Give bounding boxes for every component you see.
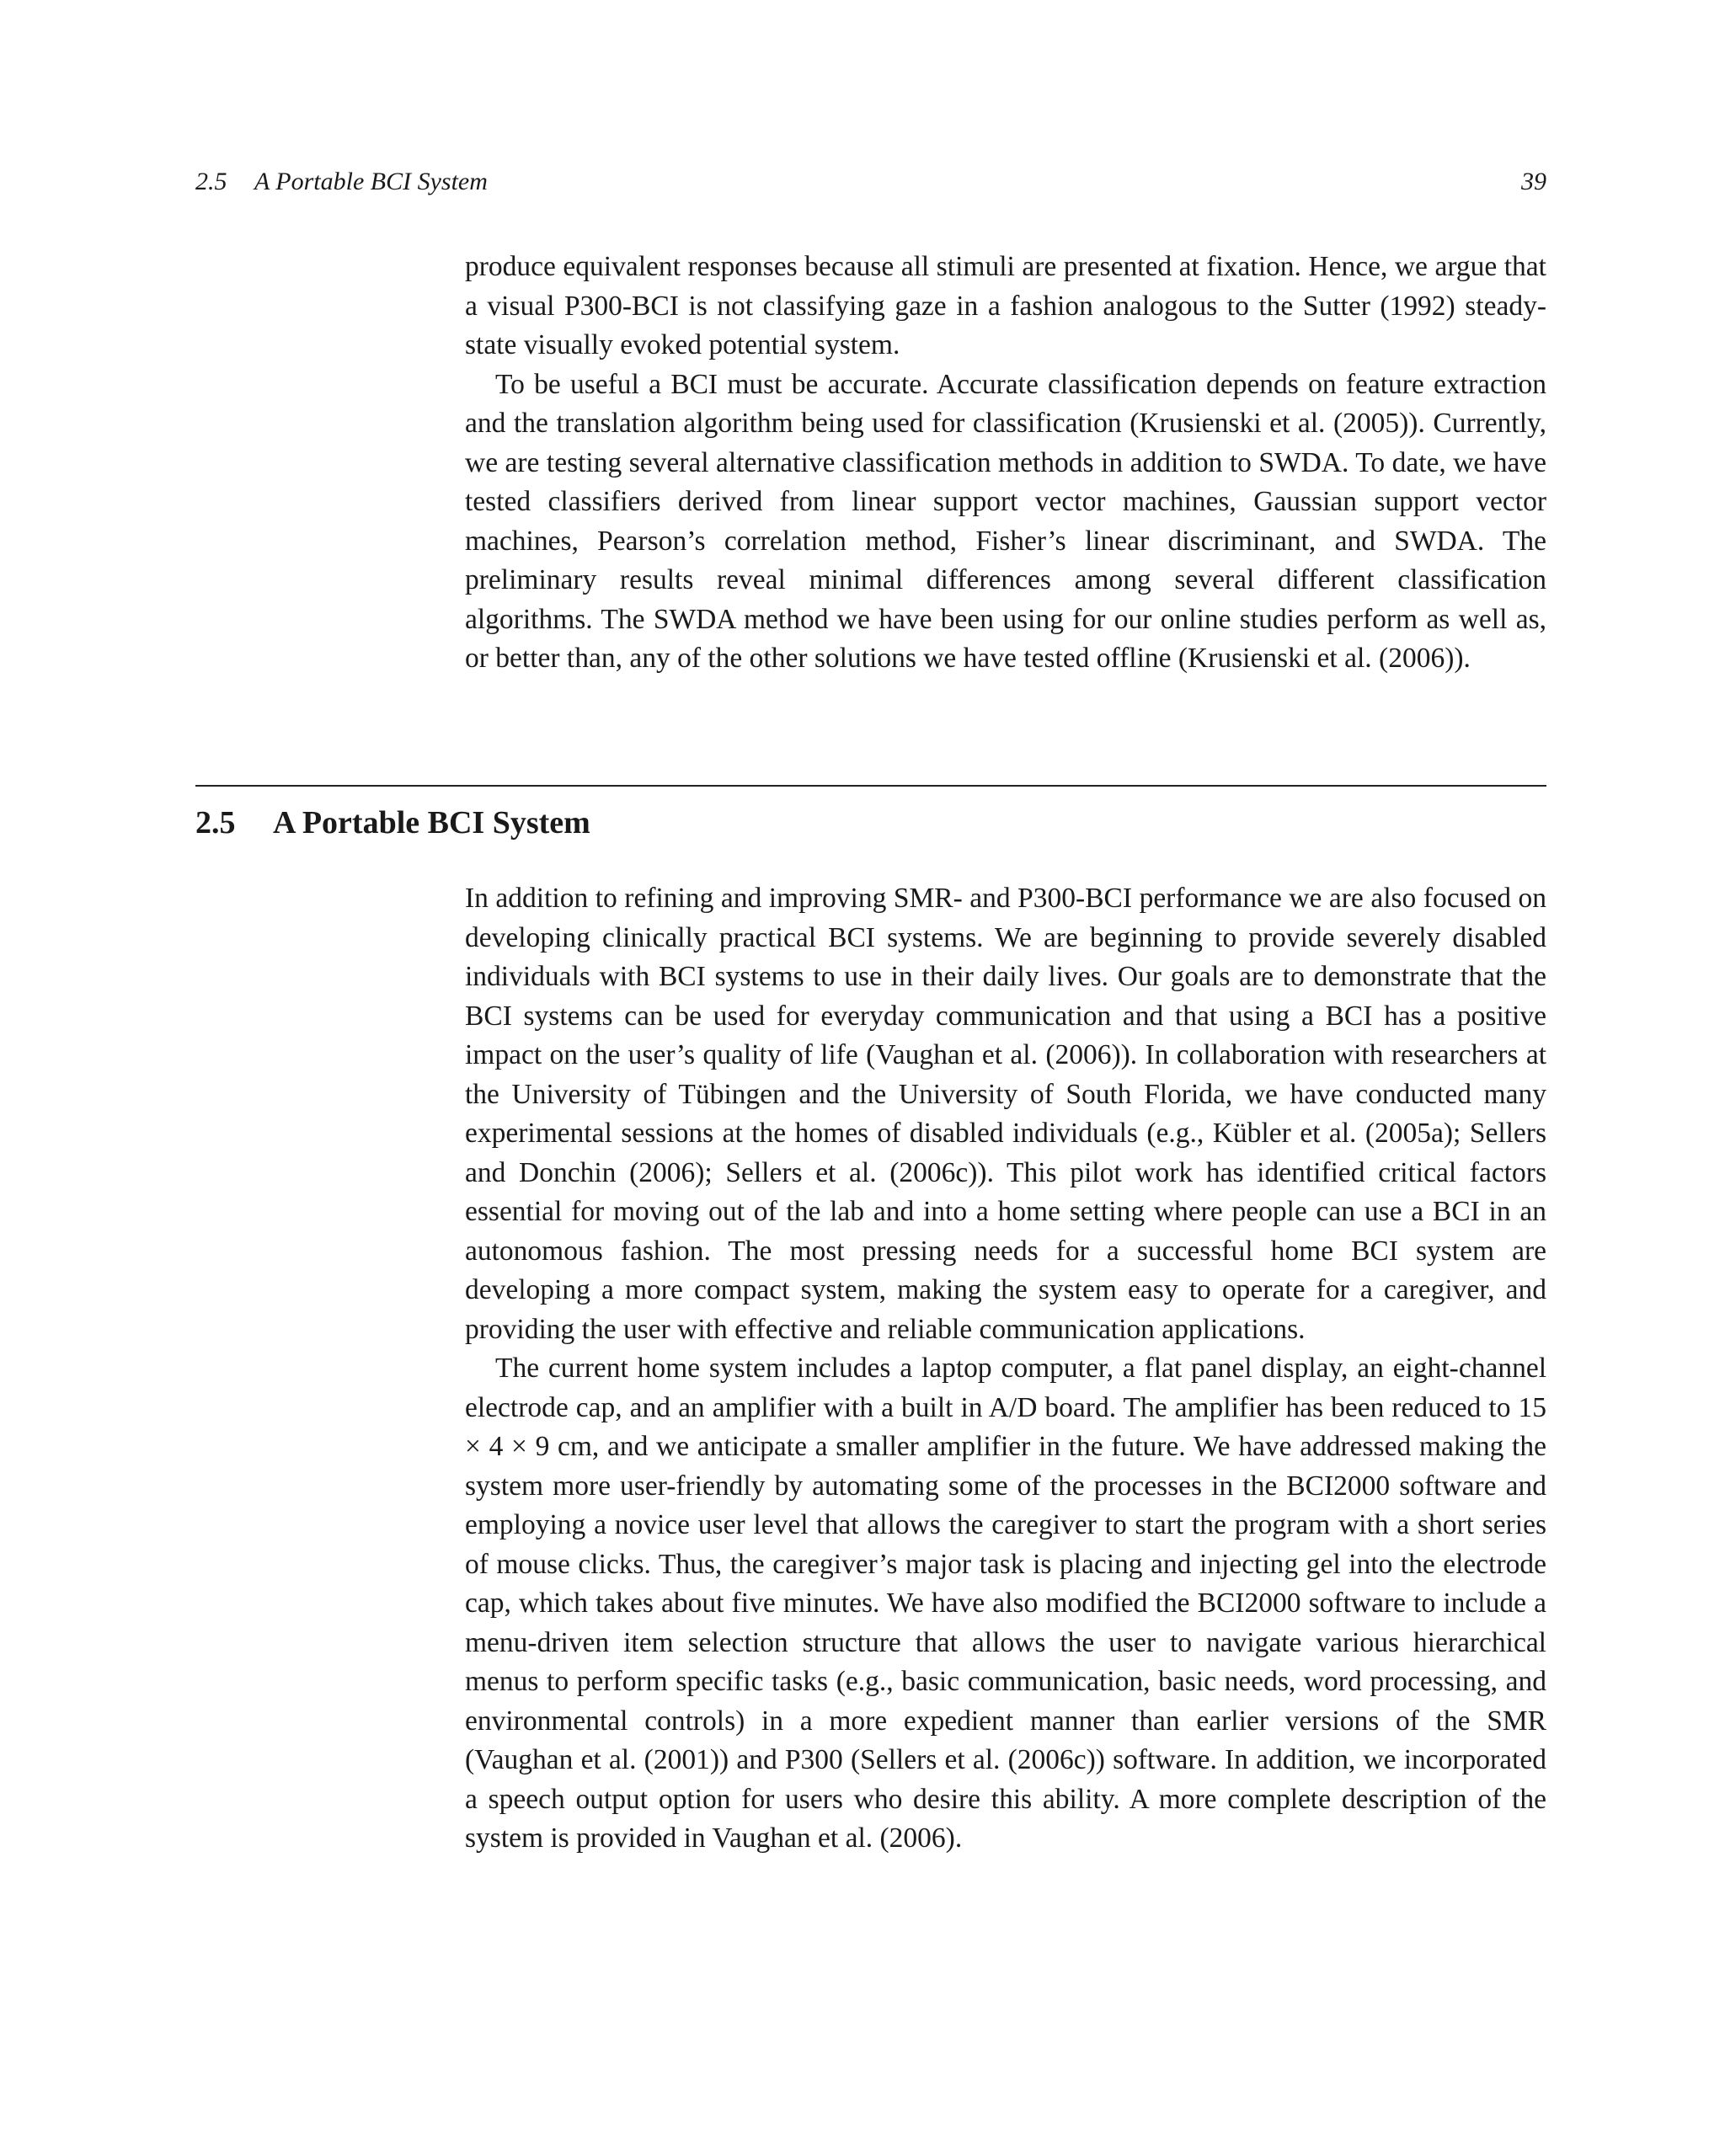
running-head	[195, 165, 1546, 199]
section-heading	[195, 802, 590, 844]
paragraph-continuation: produce equivalent responses because all stimuli are presented at fixation. Hence, we argue that a visual P300-BCI is not classifying gaze in a fashion analogous to the Sutter (1992) steady-state visually evoked potential system.	[465, 251, 1546, 360]
section-heading-number: 2.5	[195, 805, 236, 841]
page-number: 39	[1521, 168, 1546, 195]
running-head-section-number: 2.5	[195, 168, 227, 195]
section-heading-title: A Portable BCI System	[273, 805, 590, 841]
section-text-block	[465, 879, 1546, 1859]
paragraph-classification: To be useful a BCI must be accurate. Accurate classification depends on feature extraction and the translation algorithm being used for classification (Krusienski et al. (2005)). Currently, we are testing several alternative classification methods in addition to SWDA. To date, we have tested classifiers derived from linear support vector machines, Gaussian support vector machines, Pearson’s correlation method, Fisher’s linear discriminant, and SWDA. The preliminary results reveal minimal differences among several different classification algorithms. The SWDA method we have been using for our online studies perform as well as, or better than, any of the other solutions we have tested offline (Krusienski et al. (2006)).	[465, 368, 1546, 674]
continued-text-block	[465, 248, 1546, 679]
paragraph-clinical-systems: In addition to refining and improving SMR- and P300-BCI performance we are also focused on developing clinically practical BCI systems. We are beginning to provide severely disabled individuals with BCI systems to use in their daily lives. Our goals are to demonstrate that the BCI systems can be used for everyday communication and that using a BCI has a positive impact on the user’s quality of life (Vaughan et al. (2006)). In collaboration with researchers at the University of Tübingen and the University of South Florida, we have conducted many experimental sessions at the homes of disabled individuals (e.g., Kübler et al. (2005a); Sellers and Donchin (2006); Sellers et al. (2006c)). This pilot work has identified critical factors essential for moving out of the lab and into a home setting where people can use a BCI in an autonomous fashion. The most pressing needs for a successful home BCI system are developing a more compact system, making the system easy to operate for a caregiver, and providing the user with effective and reliable communication applications.	[465, 883, 1546, 1345]
running-head-section-title: A Portable BCI System	[254, 168, 488, 195]
paragraph-home-system: The current home system includes a laptop computer, a flat panel display, an eight-channel electrode cap, and an amplifier with a built in A/D board. The amplifier has been reduced to 15 × 4 × 9 cm, and we anticipate a smaller amplifier in the future. We have addressed making the system more user-friendly by automating some of the processes in the BCI2000 software and employing a novice user level that allows the caregiver to start the program with a short series of mouse clicks. Thus, the caregiver’s major task is placing and injecting gel into the electrode cap, which takes about five minutes. We have also modified the BCI2000 software to include a menu-driven item selection structure that allows the user to navigate various hierarchical menus to perform specific tasks (e.g., basic communication, basic needs, word processing, and environmental controls) in a more expedient manner than earlier versions of the SMR (Vaughan et al. (2001)) and P300 (Sellers et al. (2006c)) software. In addition, we incorporated a speech output option for users who desire this ability. A more complete description of the system is provided in Vaughan et al. (2006).	[465, 1353, 1546, 1854]
section-divider-rule	[195, 785, 1546, 787]
